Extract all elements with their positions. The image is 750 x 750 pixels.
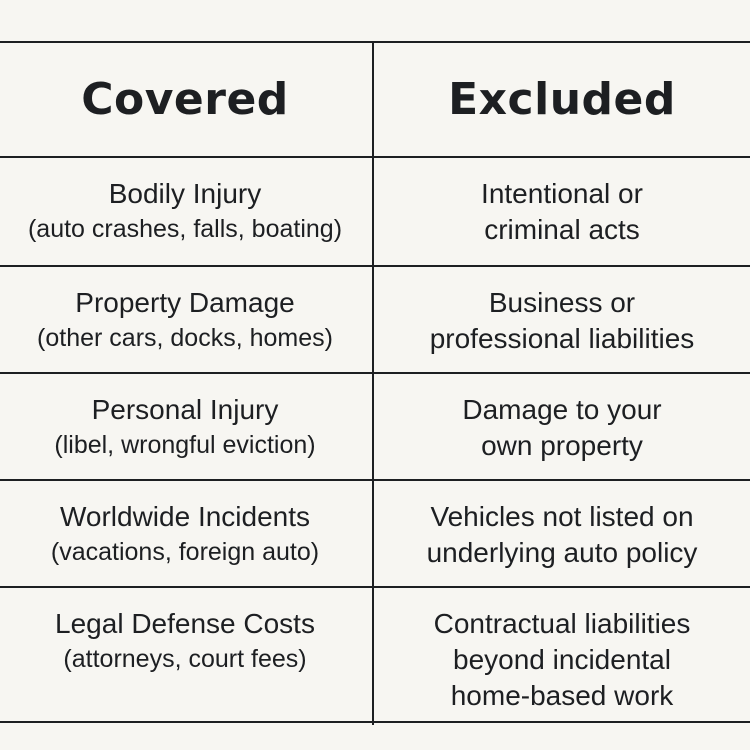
excluded-cell-contractual-liabilities <box>374 588 750 725</box>
covered-detail: (attorneys, court fees) <box>63 645 307 673</box>
excluded-line: home-based work <box>450 680 674 711</box>
covered-cell-personal-injury <box>0 374 374 481</box>
covered-cell-worldwide-incidents <box>0 481 374 588</box>
excluded-cell-unlisted-vehicles <box>374 481 750 588</box>
covered-title: Legal Defense Costs <box>55 608 315 639</box>
excluded-line: beyond incidental <box>453 644 671 675</box>
excluded-cell-own-property <box>374 374 750 481</box>
covered-title: Property Damage <box>75 287 295 318</box>
excluded-line: Intentional or <box>481 178 643 209</box>
covered-detail: (vacations, foreign auto) <box>50 538 320 566</box>
excluded-cell-intentional-acts <box>374 158 750 267</box>
excluded-line: underlying auto policy <box>426 537 698 568</box>
covered-cell-bodily-injury <box>0 158 374 267</box>
header-excluded-cell <box>374 43 750 158</box>
covered-detail: (auto crashes, falls, boating) <box>27 215 343 243</box>
covered-detail: (libel, wrongful eviction) <box>54 431 316 459</box>
excluded-line: Vehicles not listed on <box>430 501 694 532</box>
excluded-line: professional liabilities <box>429 323 695 354</box>
excluded-line: Contractual liabilities <box>433 608 691 639</box>
covered-cell-legal-defense <box>0 588 374 725</box>
excluded-line: Damage to your <box>462 394 662 425</box>
covered-title: Personal Injury <box>91 394 279 425</box>
excluded-line: criminal acts <box>484 214 640 245</box>
header-excluded: Excluded <box>448 74 676 125</box>
excluded-cell-business-liabilities <box>374 267 750 374</box>
covered-detail: (other cars, docks, homes) <box>37 324 333 352</box>
covered-cell-property-damage <box>0 267 374 374</box>
coverage-table <box>0 41 750 723</box>
covered-title: Bodily Injury <box>108 178 262 209</box>
header-covered: Covered <box>81 74 289 125</box>
excluded-line: Business or <box>488 287 636 318</box>
header-covered-cell <box>0 43 374 158</box>
excluded-line: own property <box>481 430 643 461</box>
covered-title: Worldwide Incidents <box>59 501 311 532</box>
